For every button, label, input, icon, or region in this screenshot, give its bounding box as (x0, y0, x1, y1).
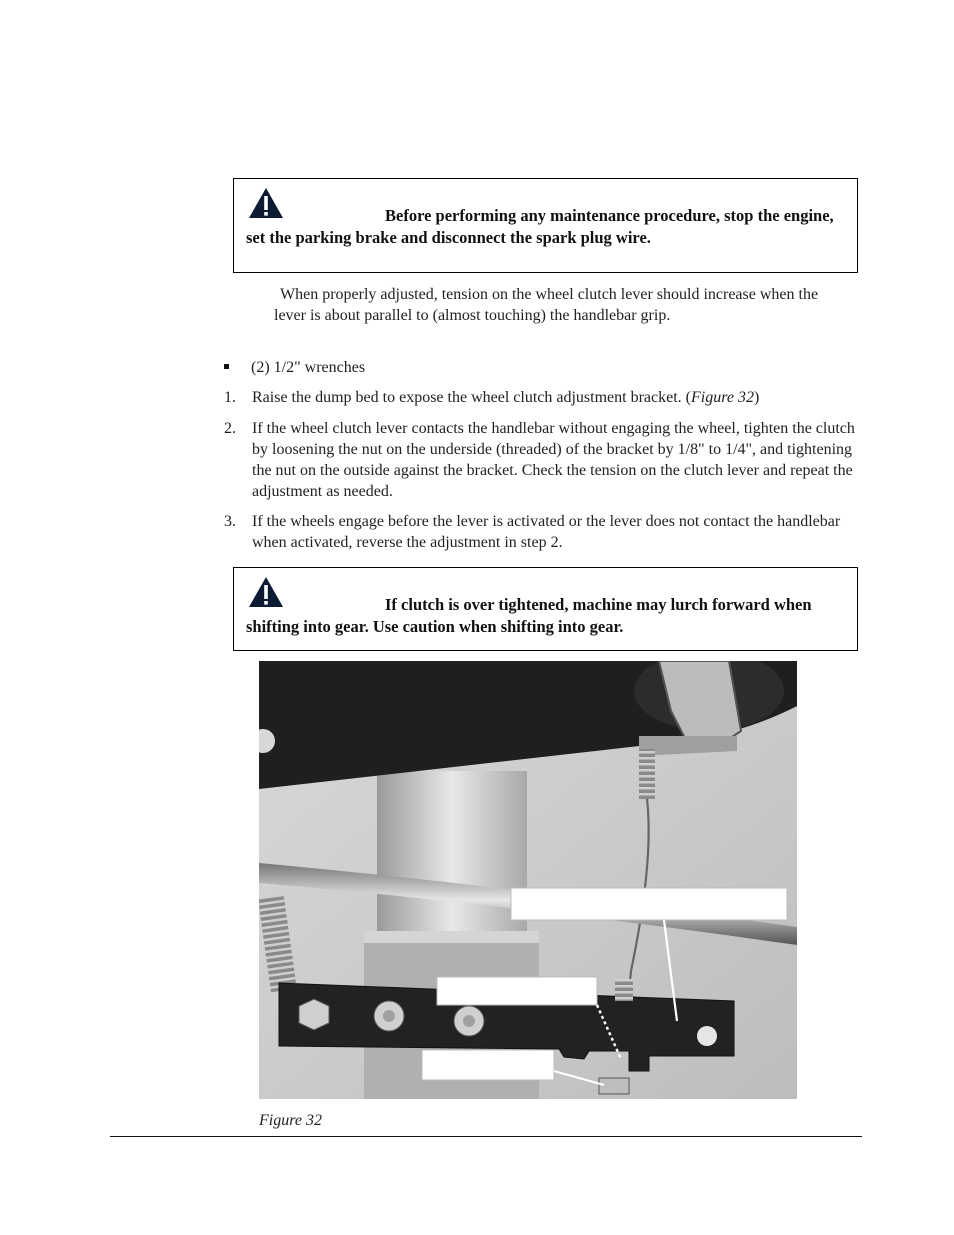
step-item (224, 418, 864, 502)
adjustment-note: When properly adjusted, tension on the wheel clutch lever should increase when the lever is about parallel to (almost touching) the handlebar grip. (274, 286, 819, 324)
warning-text: If clutch is over tightened, machine may lurch forward when shifting into gear. Use caution when shifting into gear. (246, 595, 812, 636)
tool-label: (2) 1/2" wrenches (251, 359, 366, 376)
footer-rule (110, 1136, 862, 1137)
clutch-bracket-photo (259, 661, 797, 1099)
warning-box-maintenance (233, 178, 858, 273)
step-item (224, 511, 864, 553)
step-text: Raise the dump bed to expose the wheel clutch adjustment bracket. ( (252, 389, 691, 406)
figure-reference: Figure 32 (690, 389, 754, 406)
step-text: If the wheel clutch lever contacts the handlebar without engaging the wheel, tighten the clutch by loosening the nut on the underside (threaded) of the bracket by 1/8" to 1/4", and tightening the nut on the outside against the bracket. Check the tension on the clutch lever and repeat the adjustment as needed. (252, 420, 855, 500)
warning-box-clutch (233, 567, 858, 651)
step-text-end: ) (753, 389, 760, 406)
step-number: 3. (224, 513, 236, 530)
step-item (224, 387, 864, 408)
figure-caption: Figure 32 (259, 1112, 322, 1129)
tools-list-item (224, 357, 844, 378)
step-number: 2. (224, 420, 236, 437)
bullet-icon (224, 364, 229, 369)
step-text: If the wheels engage before the lever is activated or the lever does not contact the handlebar when activated, reverse the adjustment in step 2. (252, 513, 841, 551)
warning-text: Before performing any maintenance procedure, stop the engine, set the parking brake and disconnect the spark plug wire. (246, 206, 834, 247)
step-number: 1. (224, 389, 236, 406)
